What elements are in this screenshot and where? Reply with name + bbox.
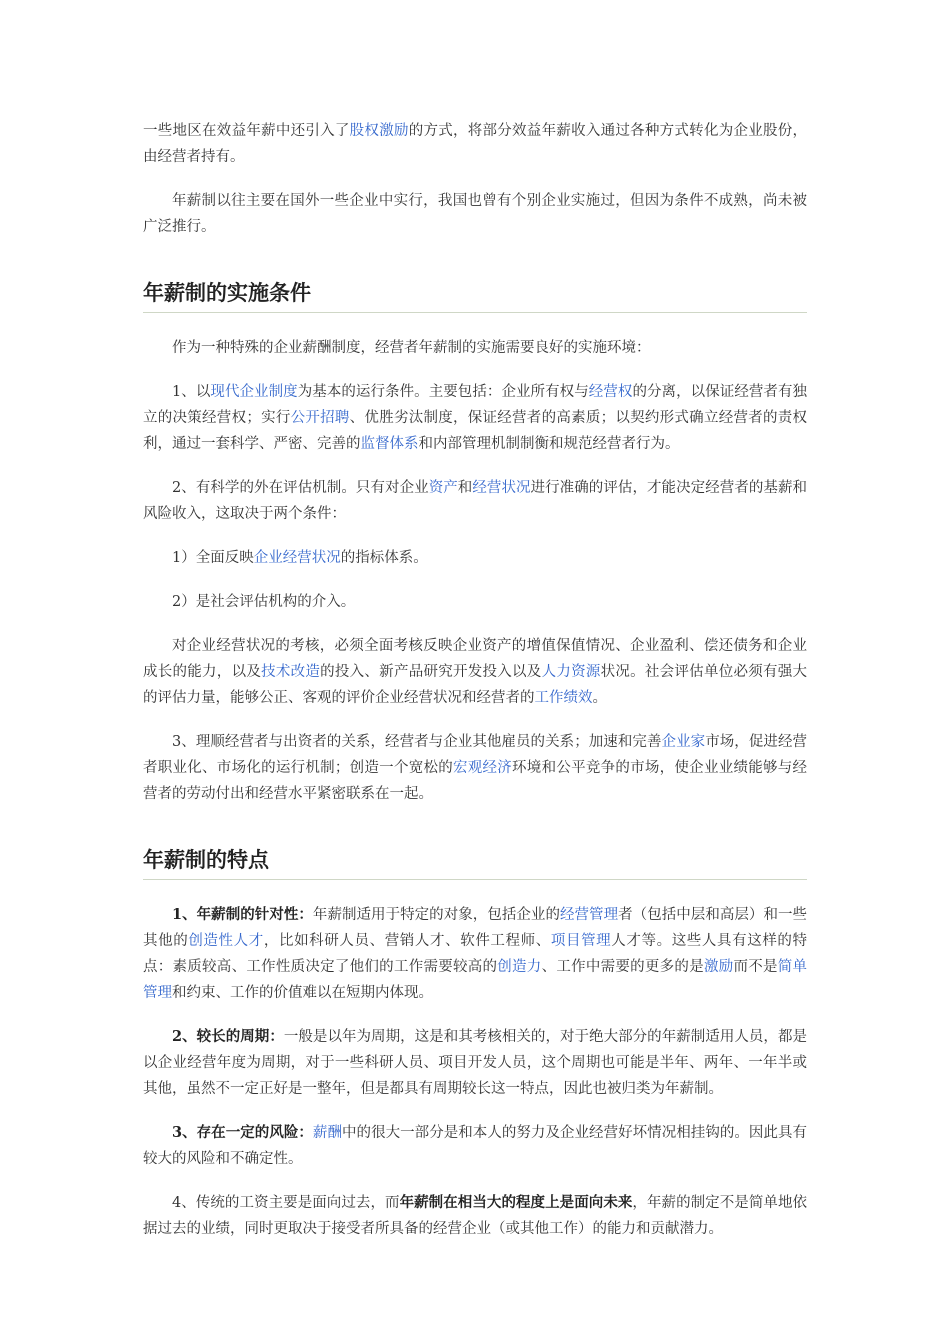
paragraph bbox=[143, 475, 807, 527]
paragraph bbox=[143, 335, 807, 361]
text: 者（包括中层和高层）和一些其他的 bbox=[143, 907, 808, 949]
text: 和约束、工作的价值难以在短期内体现。 bbox=[172, 985, 433, 1001]
link-equity-incentive[interactable]: 股权激励 bbox=[349, 123, 409, 139]
text: 的指标体系。 bbox=[340, 550, 428, 566]
paragraph bbox=[143, 1190, 807, 1242]
text: 进行准确的评估，才能决定经营者的基薪和风险收入，这取决于两个条件： bbox=[143, 480, 808, 522]
link-entrepreneur[interactable]: 企业家 bbox=[661, 734, 706, 750]
paragraph bbox=[143, 379, 807, 457]
text: 市场，促进经营者职业化、市场化的运行机制；创造一个宽松的 bbox=[143, 734, 808, 776]
text: 人才等。这些人具有这样的特点：素质较高、工作性质决定了他们的工作需要较高的 bbox=[143, 933, 808, 975]
text: 作为一种特殊的企业薪酬制度，经营者年薪制的实施需要良好的实施环境： bbox=[172, 340, 651, 356]
section-heading-features: 年薪制的特点 bbox=[143, 845, 807, 880]
link-incentive[interactable]: 激励 bbox=[703, 959, 734, 975]
link-business-status[interactable]: 经营状况 bbox=[472, 480, 531, 496]
paragraph bbox=[143, 1024, 807, 1102]
link-creativity[interactable]: 创造力 bbox=[497, 959, 542, 975]
article-body bbox=[143, 118, 807, 1260]
text: 年薪制以往主要在国外一些企业中实行，我国也曾有个别企业实施过，但因为条件不成熟，尚未被广泛推行。 bbox=[143, 193, 807, 235]
text: 2）是社会评估机构的介入。 bbox=[172, 594, 356, 610]
link-supervision-system[interactable]: 监督体系 bbox=[360, 436, 419, 452]
text: 、工作中需要的更多的是 bbox=[541, 959, 704, 975]
text: 一般是以年为周期，这是和其考核相关的，对于绝大部分的年薪制适用人员，都是以企业经营年度为周期，对于一些科研人员、项目开发人员，这个周期也可能是半年、两年、一年半或其他，虽然不一定正好是一整年，但是都具有周期较长这一特点，因此也被归类为年薪制。 bbox=[143, 1029, 808, 1097]
text: 环境和公平竞争的市场，使企业业绩能够与经营者的劳动付出和经营水平紧密联系在一起。 bbox=[143, 760, 808, 802]
link-human-resources[interactable]: 人力资源 bbox=[541, 664, 601, 680]
link-project-management[interactable]: 项目管理 bbox=[550, 933, 612, 949]
link-compensation[interactable]: 薪酬 bbox=[312, 1125, 342, 1141]
text: 和内部管理机制制衡和规范经营者行为。 bbox=[418, 436, 680, 452]
text: 的方式，将部分效益年薪收入通过各种方式转化为企业股份，由经营者持有。 bbox=[143, 123, 808, 165]
paragraph bbox=[143, 589, 807, 615]
paragraph bbox=[143, 188, 807, 240]
text: 1）全面反映 bbox=[172, 550, 254, 566]
link-modern-enterprise-system[interactable]: 现代企业制度 bbox=[210, 384, 298, 400]
text: 3、理顺经营者与出资者的关系，经营者与企业其他雇员的关系；加速和完善 bbox=[172, 734, 662, 750]
bold-lead: 2、较长的周期： bbox=[172, 1028, 284, 1045]
text: 为基本的运行条件。主要包括：企业所有权与 bbox=[297, 384, 589, 400]
text: 而不是 bbox=[733, 959, 778, 975]
link-assets[interactable]: 资产 bbox=[428, 480, 458, 496]
link-public-recruitment[interactable]: 公开招聘 bbox=[290, 410, 350, 426]
text: 的分离，以保证经营者有独立的决策经营权；实行 bbox=[143, 384, 808, 426]
bold-phrase: 年薪制在相当大的程度上是面向未来 bbox=[399, 1194, 633, 1211]
link-work-performance[interactable]: 工作绩效 bbox=[534, 690, 593, 706]
paragraph bbox=[143, 902, 807, 1006]
text: 年薪制适用于特定的对象，包括企业的 bbox=[312, 907, 560, 923]
text: 、优胜劣汰制度，保证经营者的高素质；以契约形式确立经营者的责权利，通过一套科学、严密、完善的 bbox=[143, 410, 808, 452]
link-macroeconomy[interactable]: 宏观经济 bbox=[453, 760, 513, 776]
text: 状况。社会评估单位必须有强大的评估力量，能够公正、客观的评价企业经营状况和经营者的 bbox=[143, 664, 808, 706]
text: 一些地区在效益年薪中还引入了 bbox=[143, 123, 350, 139]
bold-lead: 1、年薪制的针对性： bbox=[172, 906, 313, 923]
text: 1、以 bbox=[172, 384, 211, 400]
link-business-management[interactable]: 经营管理 bbox=[559, 907, 619, 923]
paragraph bbox=[143, 729, 807, 807]
paragraph bbox=[143, 1120, 807, 1172]
link-simple-management[interactable]: 简单管理 bbox=[143, 959, 808, 1001]
text: ，年薪的制定不是简单地依据过去的业绩，同时更取决于接受者所具备的经营企业（或其他工作）的能力和贡献潜力。 bbox=[143, 1195, 808, 1237]
text: 和 bbox=[457, 480, 473, 496]
paragraph bbox=[143, 633, 807, 711]
text: 的投入、新产品研究开发投入以及 bbox=[320, 664, 542, 680]
link-creative-talent[interactable]: 创造性人才 bbox=[188, 933, 264, 949]
text: 中的很大一部分是和本人的努力及企业经营好坏情况相挂钩的。因此具有较大的风险和不确定性。 bbox=[143, 1125, 808, 1167]
paragraph bbox=[143, 118, 807, 170]
text: 4、传统的工资主要是面向过去，而 bbox=[172, 1195, 400, 1211]
text: ，比如科研人员、营销人才、软件工程师、 bbox=[263, 933, 551, 949]
section-heading-conditions: 年薪制的实施条件 bbox=[143, 278, 807, 313]
link-management-right[interactable]: 经营权 bbox=[588, 384, 633, 400]
text: 。 bbox=[592, 690, 607, 706]
text: 对企业经营状况的考核，必须全面考核反映企业资产的增值保值情况、企业盈利、偿还债务和企业成长的能力，以及 bbox=[143, 638, 807, 680]
link-enterprise-business-status[interactable]: 企业经营状况 bbox=[253, 550, 341, 566]
text: 2、有科学的外在评估机制。只有对企业 bbox=[172, 480, 429, 496]
link-technical-transformation[interactable]: 技术改造 bbox=[261, 664, 321, 680]
bold-lead: 3、存在一定的风险： bbox=[172, 1124, 313, 1141]
paragraph bbox=[143, 545, 807, 571]
